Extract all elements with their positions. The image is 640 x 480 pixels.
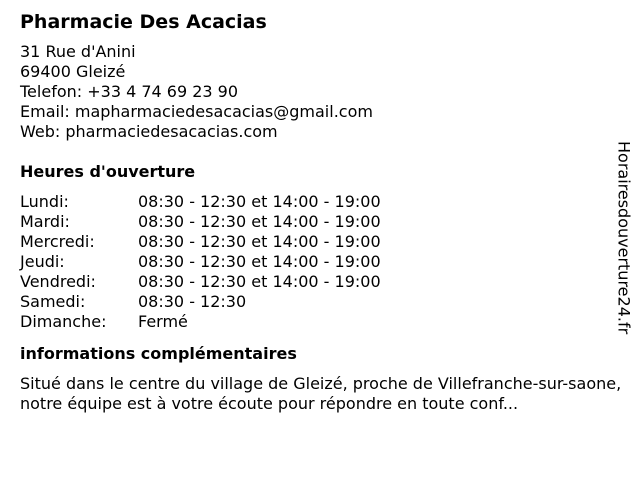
day-label: Mardi:	[20, 212, 70, 231]
hours-value: 08:30 - 12:30 et 14:00 - 19:00	[138, 252, 381, 271]
additional-info-heading: informations complémentaires	[20, 344, 297, 363]
hours-value: Fermé	[138, 312, 188, 331]
day-label: Samedi:	[20, 292, 86, 311]
hours-value: 08:30 - 12:30 et 14:00 - 19:00	[138, 192, 381, 211]
opening-hours-table	[20, 192, 620, 332]
hours-value: 08:30 - 12:30 et 14:00 - 19:00	[138, 232, 381, 251]
additional-info-text: Situé dans le centre du village de Gleizé, proche de Villefranche-sur-saone, notre équipe est à votre écoute pour répondre en toute conf...	[20, 374, 622, 413]
day-label: Mercredi:	[20, 232, 95, 251]
hours-value: 08:30 - 12:30 et 14:00 - 19:00	[138, 212, 381, 231]
hours-value: 08:30 - 12:30 et 14:00 - 19:00	[138, 272, 381, 291]
pharmacy-card	[20, 10, 620, 414]
hours-value: 08:30 - 12:30	[138, 292, 247, 311]
side-watermark-text: Horairesdouverture24.fr	[614, 141, 634, 335]
day-label: Vendredi:	[20, 272, 96, 291]
city-postal: 69400 Gleizé	[20, 62, 126, 81]
hours-row-saturday	[20, 292, 620, 312]
hours-row-sunday	[20, 312, 620, 332]
street-address: 31 Rue d'Anini	[20, 42, 136, 61]
day-label: Jeudi:	[20, 252, 65, 271]
day-label: Dimanche:	[20, 312, 107, 331]
opening-hours-heading: Heures d'ouverture	[20, 162, 196, 181]
hours-row-thursday	[20, 252, 620, 272]
email-line: Email: mapharmaciedesacacias@gmail.com	[20, 102, 373, 121]
phone-line: Telefon: +33 4 74 69 23 90	[20, 82, 239, 101]
web-line: Web: pharmaciedesacacias.com	[20, 122, 278, 141]
address-block	[20, 42, 620, 142]
pharmacy-name: Pharmacie Des Acacias	[20, 11, 267, 33]
side-watermark	[612, 133, 636, 343]
hours-row-tuesday	[20, 212, 620, 232]
hours-row-wednesday	[20, 232, 620, 252]
hours-row-friday	[20, 272, 620, 292]
day-label: Lundi:	[20, 192, 69, 211]
hours-row-monday	[20, 192, 620, 212]
